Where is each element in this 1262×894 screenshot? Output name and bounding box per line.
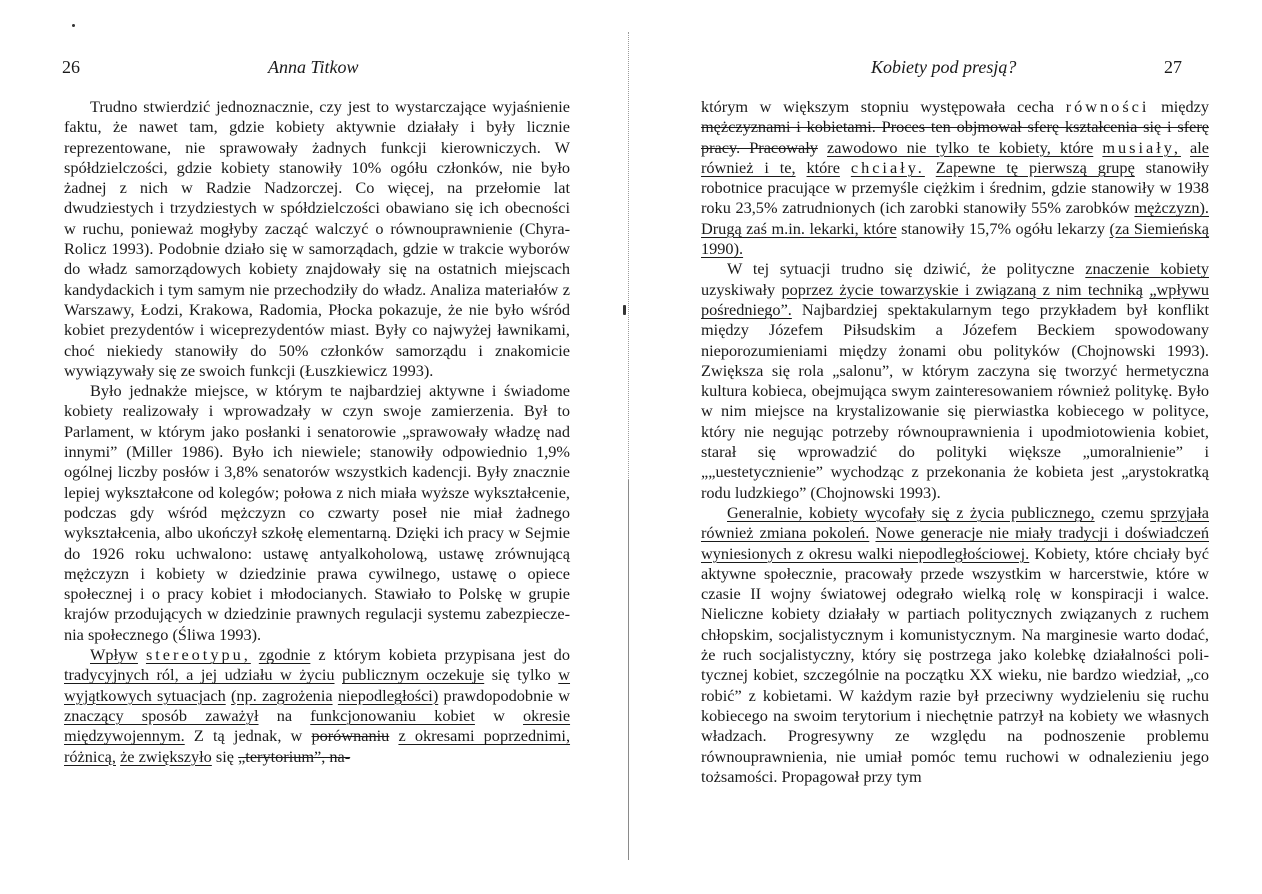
text-span: tradycyjnych ról, a jej udziału w życiu [64,665,335,685]
text-span: z okresami poprzednimi, [398,726,571,746]
text-span: się tylko [491,665,551,685]
text-span: zawodowo nie tylko te kobiety, które [827,137,1094,157]
text-span: w [493,705,505,725]
paragraph: Trudno stwierdzić jednoznacznie, czy jest to wystarczające wyjaśnienie faktu, że nawet tam, gdzie kobiety aktywnie działały i były licznie reprezentowane, nie sprawowały żadnych funkcji kierowniczych. W spółdzielczości, gdzie kobiety stanowiły 10% ogółu członków, nie było żadnej z nich w Radzie Nadzorczej. Co więcej, na przełomie lat dwudziestych i trzydziestych w spółdzielczości obawiano się ich obecności w ruchu, ponieważ mogłyby zacząć walczyć o równouprawnienie (Chyra-Rolicz 1993). Podobnie działo się w samorządach, gdzie w trakcie wyborów do władz samorządowych kobiety znajdowały się na ostatnich miejscach kandydackich i tym samym nie przechodziły do władz. Analiza materiałów z Warszawy, Łodzi, Krakowa, Radomia, Płocka pokazuje, że nie było wśród kobiet prezydentów i wiceprezydentów miast. Były co najwyżej ławnikami, choć niekiedy stanowiły do 50% członków samorządu i znakomicie wywiązywały się ze swoich funkcji (Łuszkiewicz 1993). [64,97,570,380]
text-span: poprzez życie towarzyskie i związaną z nim techniką [781,279,1143,299]
text-span: pośredniego”. [701,299,792,319]
text-span: stereotypu, [145,645,251,665]
left-page-number: 26 [62,57,80,77]
text-span: zgodnie [258,645,311,665]
text-span: mężczyznami i kobietami. Proces ten objmował sferę kształcenia się i sferę pracy. Pracowały [701,117,1209,157]
text-span: chciały. [850,157,925,177]
text-span: się [215,746,234,766]
text-span: które [806,157,840,177]
text-span: Najbardziej spektakularnym tego przykładem był konflikt między Józefem Piłsudskim a Józefem Beckiem spowodowany nieporozumieniami między żonami obu polityków (Chojnowski 1993). Zwiększa się rola „salonu”, w którym zaczyna się tworzyć hermetyczna kultura kobieca, obejmująca swym zainteresowaniem również politykę. Było w nim miejsce na krystalizowanie się pierwiastka kobiecego w polityce, który nie negując potrzeby równouprawnienia i upodmiotowienia kobiet, starał się wprowadzić do polityki większe „umoralnienie” i „„uestetycznienie” wychodząc z przekonania że kobieta jest „arystokratką rodu ludzkiego” (Chojnowski 1993). [701,299,1209,502]
right-page [631,0,1262,894]
text-span: Zapewne tę pierwszą grupę [935,157,1135,177]
text-span: różnicą, [64,746,116,766]
text-span: Drugą zaś m.in. lekarki, które [701,218,897,238]
text-span: „terytorium”, na- [238,746,351,766]
text-span: musiały, [1102,137,1181,157]
text-span: (za Siemieńską 1990). [701,218,1209,259]
text-span: w wyjątkowych sytuacjach [64,665,571,705]
right-page-number: 27 [1164,57,1182,77]
text-span: 1938 [1176,178,1210,198]
text-span: równości [1065,97,1150,116]
left-text-block [64,97,570,767]
text-span: niepodległości) [337,685,439,705]
text-span: publicznym oczekuje [342,665,485,685]
text-span: sprzyjała również zmiana pokoleń. [701,502,1209,543]
text-span: z którym kobieta przypisana jest do [318,645,570,665]
text-span: uzyskiwały [701,279,776,299]
text-span: stanowiły robotnice pracujące w przemyśle ciężkim i średnim, gdzie stanowiły w [701,157,1210,198]
text-span: stanowiły 15,7% ogółu lekarzy [901,218,1106,238]
right-header-title: Kobiety pod presją? [871,57,1017,77]
text-span: że zwiększyło [120,746,212,766]
text-span: W tej sytuacji trudno się dziwić, że polityczne [727,259,1075,279]
text-span: Z tą jednak, w [193,726,303,746]
paragraph-stereotype [64,645,570,767]
text-span: na [276,705,293,725]
text-span: ale również i te, [701,137,1210,177]
text-span: znaczący sposób zaważył [64,705,259,725]
text-span: porównaniu [311,726,390,746]
text-span: czemu [1101,502,1144,522]
paragraph: Było jednakże miejsce, w którym te najbardziej aktywne i świadome kobiety realizowały i wprowadzały w czyn swoje zamierzenia. Był to Parlament, w którym jako posłanki i senatorowie „sprawowały władzę nad innymi” (Miller 1986). Było ich niewiele; stanowiły odpowiednio 1,9% ogólnej liczby posłów i 3,8% senatorów wszystkich kadencji. Były znacznie lepiej wykształcone od kolegów; połowa z nich miała wyższe wykształcenie, podczas gdy wśród mężczyzn co czwarty poseł nie miał żadnego wykształcenia, albo ukończył szkołę elementarną. Dzięki ich pracy w Sejmie do 1926 roku uchwalono: ustawę antyalkoholową, ustawę zrównującą mężczyzn i kobiety w dziedzinie prawa cywilnego, ustawę o opiece społecznej i o pracy kobiet i młodocianych. Stawiało to Polskę w grupie krajów przodujących w dziedzinie prawnych regulacji systemu zabezpieczenia społecznego (Śliwa 1993). [64,381,570,644]
right-text-block [701,97,1209,787]
text-span: „wpływu [1149,279,1210,299]
text-span: roku 23,5% zatrudnionych (ich zarobki stanowiły 55% zarobków [701,198,1130,218]
text-span: Generalnie, kobiety wycofały się z życia publicznego, [727,502,1095,522]
text-span: między [1161,97,1209,116]
text-span: okresie międzywojennym. [64,705,571,746]
paragraph-continued [701,97,1209,259]
text-span: prawdopodobnie w [443,685,571,705]
text-span: Kobiety, które chciały być aktywne społecznie, pracowały przede wszystkim w harcerstwie, które w czasie II wojny światowej odegrało wielką rolę w konspiracji i walce. Nieliczne kobiety działały w partiach politycznych związanych z ruchem chłopskim, socjalistycznym i komunistycznym. Na marginesie warto dodać, że ruch socjalistyczny, który się postrzega jako kolebkę działalności politycznej kobiet, szczególnie na początku XX wieku, nie bardzo wiedział, „co robić” z kobietami. W każdym razie był przeciwny wydzieleniu się ruchu kobiecego na swoim terytorium i niechętnie patrzył na kobiety we własnych władzach. Progresywny ze względu na podnoszenie problemu równouprawnienia, nie umiał pomóc temu ruchowi w odnalezieniu jego tożsamości. Propagował przy tym [701,543,1209,786]
text-span: funkcjonowaniu kobiet [310,705,475,725]
text-span: (np. zagrożenia [231,685,333,705]
text-span: znaczenie kobiety [1085,259,1209,279]
text-span: Wpływ [90,645,138,665]
paragraph-generations [701,503,1209,787]
text-span: którym w większym stopniu występowała cecha [701,97,1055,116]
text-span: Nowe generacje nie miały tradycji i doświadczeń wyniesionych z okresu walki niepodległościowej. [701,523,1209,563]
left-header-author: Anna Titkow [268,57,359,77]
paragraph-politics [701,259,1209,503]
text-span: mężczyzn). [1134,198,1209,218]
